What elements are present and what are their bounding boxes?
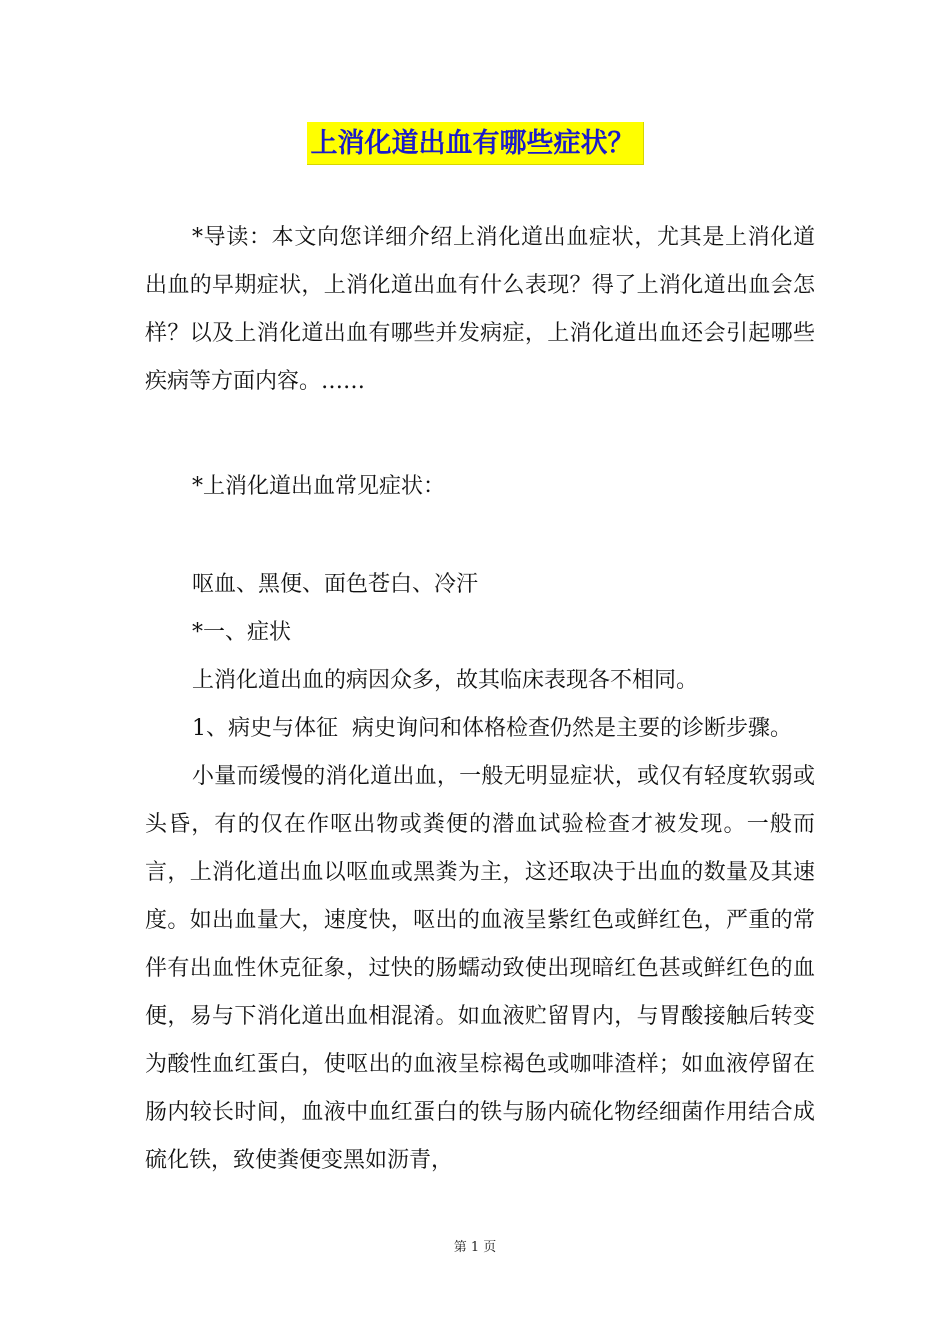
section-heading-symptoms: *一、症状 <box>192 620 292 645</box>
body-paragraph: 上消化道出血的病因众多，故其临床表现各不相同。 <box>192 668 699 693</box>
intro-section <box>145 214 815 406</box>
intro-paragraph: *导读：本文向您详细介绍上消化道出血症状，尤其是上消化道出血的早期症状，上消化道出血有什么表现？得了上消化道出血会怎样？以及上消化道出血有哪些并发病症，上消化道出血还会引起哪些疾病等方面内容。…… <box>145 225 815 394</box>
page-number: 第 1 页 <box>453 1240 497 1255</box>
body-section <box>145 561 815 1185</box>
common-symptoms-section <box>145 463 815 511</box>
document-title: 上消化道出血有哪些症状？ <box>307 122 644 165</box>
body-paragraph: 1、病史与体征 病史询问和体格检查仍然是主要的诊断步骤。 <box>192 716 792 741</box>
common-symptoms-heading: *上消化道出血常见症状： <box>192 474 446 499</box>
body-paragraph: 小量而缓慢的消化道出血，一般无明显症状，或仅有轻度软弱或头昏，有的仅在作呕出物或粪便的潜血试验检查才被发现。一般而言，上消化道出血以呕血或黑粪为主，这还取决于出血的数量及其速度。如出血量大，速度快，呕出的血液呈紫红色或鲜红色，严重的常伴有出血性休克征象，过快的肠蠕动致使出现暗红色甚或鲜红色的血便，易与下消化道出血相混淆。如血液贮留胃内，与胃酸接触后转变为酸性血红蛋白，使呕出的血液呈棕褐色或咖啡渣样；如血液停留在肠内较长时间，血液中血红蛋白的铁与肠内硫化物经细菌作用结合成硫化铁，致使粪便变黑如沥青， <box>145 764 815 1173</box>
symptom-list-paragraph: 呕血、黑便、面色苍白、冷汗 <box>192 572 479 597</box>
title-container <box>0 122 950 165</box>
